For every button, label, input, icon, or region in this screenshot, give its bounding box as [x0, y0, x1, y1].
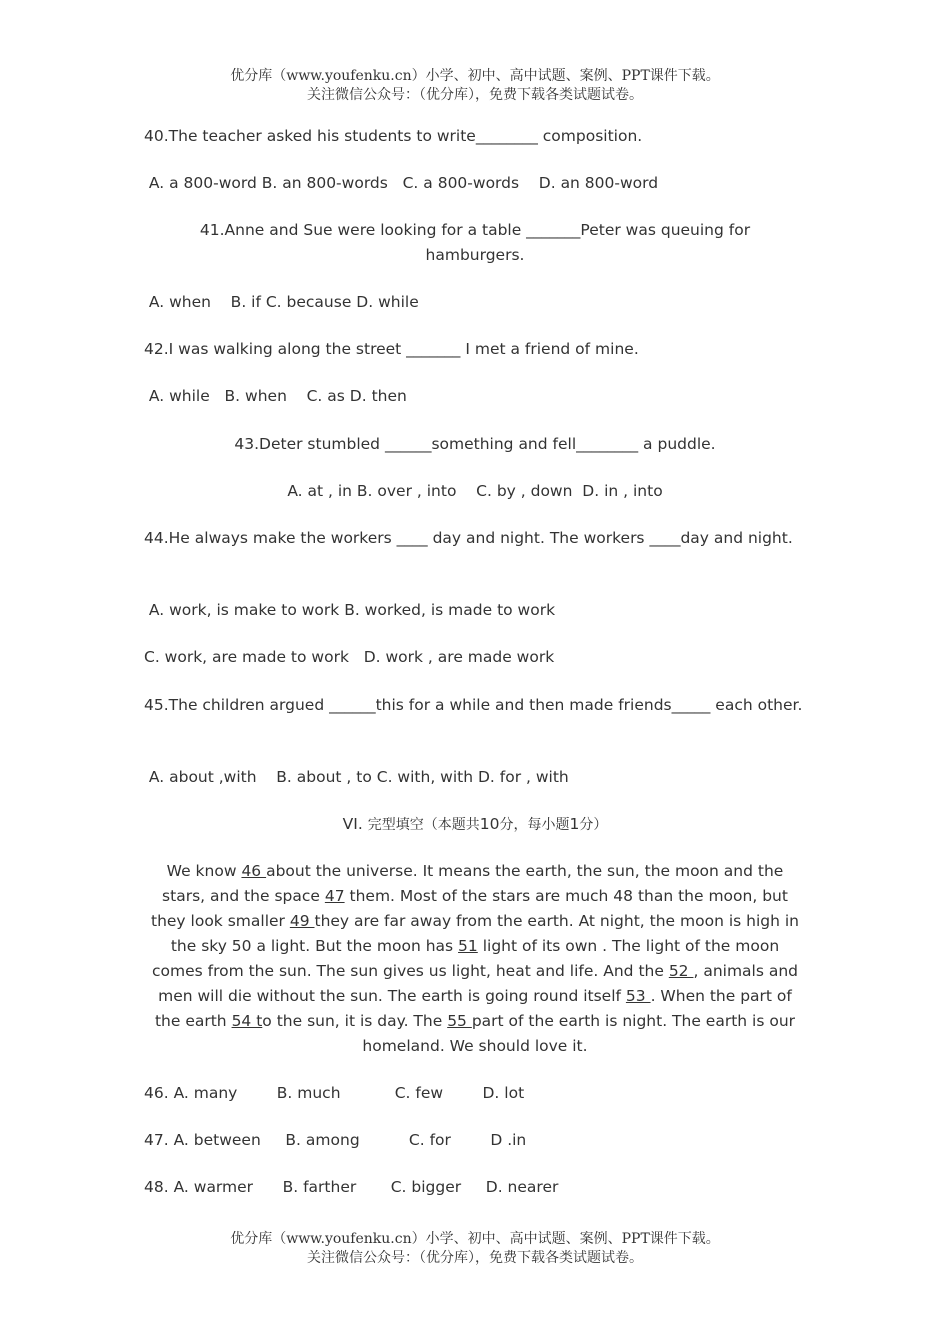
question-42: 42.I was walking along the street _______ I met a friend of mine.: [144, 340, 639, 358]
blank-47: 47: [324, 887, 345, 905]
passage-text: . When the part of the earth: [154, 987, 792, 1030]
passage-text: We know: [166, 862, 242, 880]
question-43-options: A. at , in B. over , into C. by , down D. in , into: [287, 482, 663, 500]
blank-54: 54 t: [231, 1012, 263, 1030]
passage-text: part of the earth is night. The earth is our homeland. We should love it.: [362, 1012, 796, 1055]
question-40-options: A. a 800-word B. an 800-words C. a 800-words D. an 800-word: [144, 174, 659, 192]
question-41: 41.Anne and Sue were looking for a table _______Peter was queuing for hamburgers.: [199, 221, 751, 264]
question-43: 43.Deter stumbled ______something and fell________ a puddle.: [234, 435, 716, 453]
section-number: VI.: [342, 815, 363, 833]
question-42-options: A. while B. when C. as D. then: [144, 387, 407, 405]
passage-text: they are far away from the earth. At night, the moon is high in the sky 50 a light. But the moon has: [170, 912, 799, 955]
section-title: [144, 812, 806, 838]
options-47: 47. A. between B. among C. for D .in: [144, 1131, 527, 1149]
blank-55: 55: [447, 1012, 472, 1030]
blank-51: 51: [458, 937, 478, 955]
blank-52: 52: [668, 962, 694, 980]
question-44: 44.He always make the workers ____ day and night. The workers ____day and night.: [144, 529, 793, 547]
blank-49: 49: [289, 912, 315, 930]
options-46: 46. A. many B. much C. few D. lot: [144, 1084, 525, 1102]
passage-text: them. Most of the stars are much 48 than the moon, but they look smaller: [151, 887, 788, 930]
question-41-options: A. when B. if C. because D. while: [144, 293, 419, 311]
question-44-options-a: A. work, is make to work B. worked, is made to work: [144, 601, 556, 619]
question-45: 45.The children argued ______this for a while and then made friends_____ each other.: [144, 696, 803, 714]
section-title-end: 分）: [579, 817, 608, 833]
header-line-1: 优分库（www.youfenku.cn）小学、初中、高中试题、案例、PPT课件下载。: [230, 68, 720, 84]
section-total-score: 10: [479, 815, 500, 833]
passage-text: o the sun, it is day. The: [262, 1012, 448, 1030]
passage-text: , animals and men will die without the sun. The earth is going round itself: [158, 962, 799, 1005]
footer-line-2: 关注微信公众号：（优分库），免费下载各类试题试卷。: [307, 1250, 643, 1266]
blank-46: 46: [241, 862, 267, 880]
question-45-options: A. about ,with B. about , to C. with, with D. for , with: [144, 768, 569, 786]
question-40: 40.The teacher asked his students to write________ composition.: [144, 127, 643, 145]
cloze-passage: [144, 859, 806, 1059]
question-44-options-b: C. work, are made to work D. work , are made work: [144, 648, 555, 666]
passage-text: light of its own . The light of the moon comes from the sun. The sun gives us light, heat and life. And the: [151, 937, 780, 980]
passage-text: about the universe. It means the earth, the sun, the moon and the stars, and the space: [162, 862, 784, 905]
blank-53: 53: [625, 987, 651, 1005]
section-each-score: 1: [569, 815, 580, 833]
section-title-text: 完型填空（本题共: [367, 817, 480, 833]
header-line-2: 关注微信公众号：（优分库），免费下载各类试题试卷。: [307, 87, 643, 103]
section-title-mid: 分，每小题: [499, 817, 570, 833]
footer-line-1: 优分库（www.youfenku.cn）小学、初中、高中试题、案例、PPT课件下载。: [230, 1231, 720, 1247]
options-48: 48. A. warmer B. farther C. bigger D. nearer: [144, 1178, 559, 1196]
